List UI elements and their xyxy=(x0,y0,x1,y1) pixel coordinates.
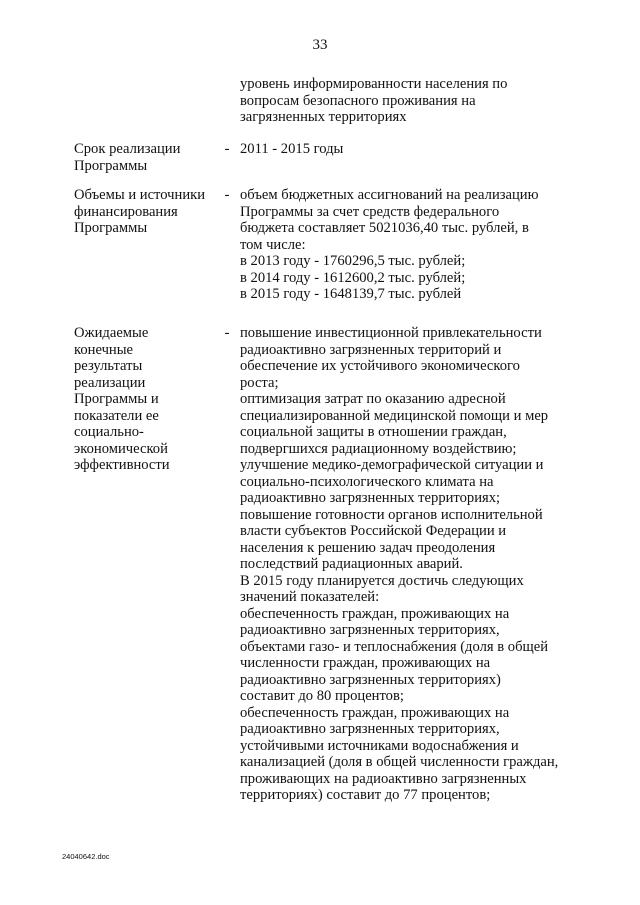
section-label: Срок реализации Программы xyxy=(74,141,181,174)
file-name-footer: 24040642.doc xyxy=(62,852,110,861)
text-line: объем бюджетных ассигнований на реализацию xyxy=(240,187,539,203)
text-line: уровень информированности населения по xyxy=(240,76,508,92)
text-line: в 2014 году - 1612600,2 тыс. рублей; xyxy=(240,269,466,286)
page-number: 33 xyxy=(312,37,328,53)
text-line: бюджета составляет 5021036,40 тыс. рублей, в xyxy=(240,220,529,236)
text-line: численности граждан, проживающих на xyxy=(240,655,491,671)
text-line: канализацией (доля в общей численности граждан, xyxy=(240,754,559,770)
text-line: власти субъектов Российской Федерации и xyxy=(240,523,507,539)
text-line: радиоактивно загрязненных территориях, xyxy=(240,622,500,638)
text-line: радиоактивно загрязненных территориях) xyxy=(240,671,501,688)
section-dash: - xyxy=(224,141,230,157)
text-line: радиоактивно загрязненных территорий и xyxy=(240,341,502,358)
text-line: устойчивыми источниками водоснабжения и xyxy=(240,737,519,754)
text-line: обеспеченность граждан, проживающих на xyxy=(240,704,510,721)
text-line: оптимизация затрат по оказанию адресной xyxy=(240,391,506,407)
section-value xyxy=(240,141,570,158)
text-line: В 2015 году планируется достичь следующих xyxy=(240,572,524,589)
text-line: загрязненных территориях xyxy=(240,109,407,125)
text-line: последствий радиационных аварий. xyxy=(240,556,463,572)
text-line: радиоактивно загрязненных территориях; xyxy=(240,490,501,506)
text-line: в 2015 году - 1648139,7 тыс. рублей xyxy=(240,286,462,302)
section-dash: - xyxy=(224,325,230,341)
text-line: повышение инвестиционной привлекательности xyxy=(240,325,542,341)
text-line: населения к решению задач преодоления xyxy=(240,539,496,556)
section-value xyxy=(240,187,570,303)
intro-text xyxy=(240,76,570,126)
text-line: территориях) составит до 77 процентов; xyxy=(240,787,491,803)
section-dash: - xyxy=(224,187,230,203)
text-line: в 2013 году - 1760296,5 тыс. рублей; xyxy=(240,253,466,269)
text-line: проживающих на радиоактивно загрязненных xyxy=(240,770,527,787)
text-line: значений показателей: xyxy=(240,589,380,605)
text-line: обеспечение их устойчивого экономического xyxy=(240,358,520,374)
text-line: социально-психологического климата на xyxy=(240,473,494,490)
text-line: социальной защиты в отношении граждан, xyxy=(240,424,507,440)
section-label: Объемы и источники финансирования Программы xyxy=(74,187,206,236)
text-line: специализированной медицинской помощи и мер xyxy=(240,407,549,424)
text-line: подвергшихся радиационному воздействию; xyxy=(240,440,517,457)
text-line: радиоактивно загрязненных территориях, xyxy=(240,721,500,737)
text-line: 2011 - 2015 годы xyxy=(240,141,344,157)
text-line: роста; xyxy=(240,374,279,391)
text-line: повышение готовности органов исполнительной xyxy=(240,506,543,523)
text-line: обеспеченность граждан, проживающих на xyxy=(240,605,510,622)
text-line: составит до 80 процентов; xyxy=(240,688,404,704)
text-line: улучшение медико-демографической ситуации и xyxy=(240,457,544,473)
text-line: Программы за счет средств федерального xyxy=(240,203,500,220)
text-line: вопросам безопасного проживания на xyxy=(240,92,476,109)
text-line: том числе: xyxy=(240,236,306,253)
section-value xyxy=(240,325,570,804)
text-line: объектами газо- и теплоснабжения (доля в общей xyxy=(240,638,549,655)
section-label: Ожидаемые конечные результаты реализации Программы и показатели ее социально- экономической эффективности xyxy=(74,325,170,473)
